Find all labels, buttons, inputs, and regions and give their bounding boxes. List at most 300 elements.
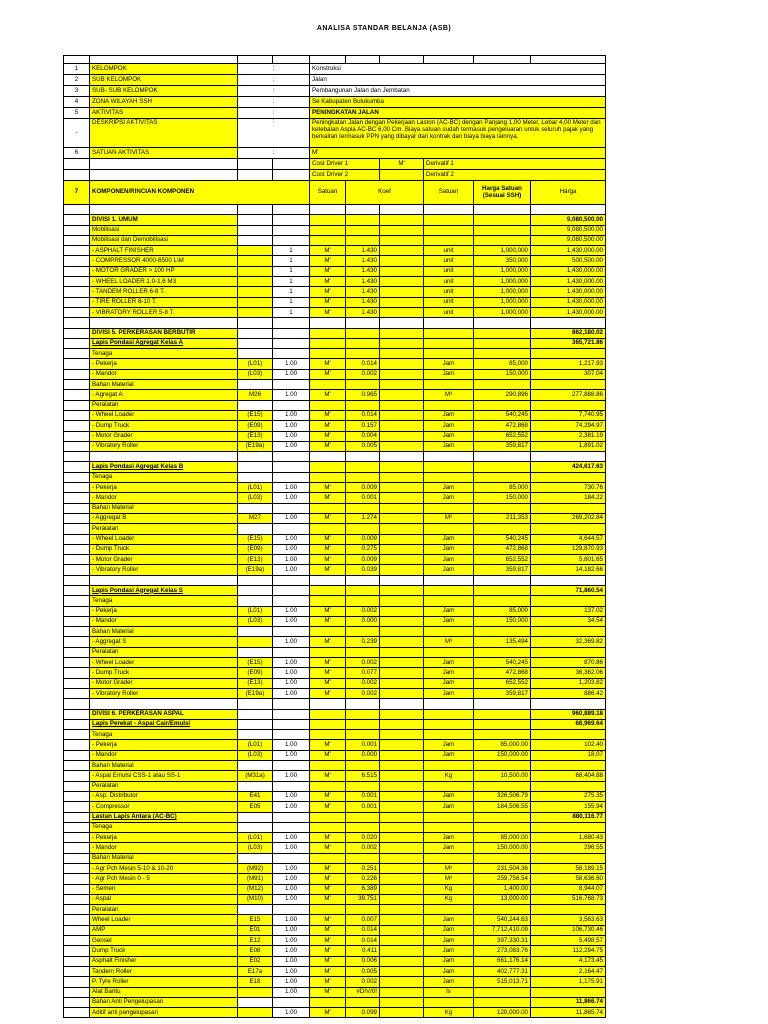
empty-cell bbox=[380, 678, 424, 688]
empty-cell bbox=[380, 853, 424, 863]
item-coefficient: 1.430 bbox=[346, 256, 380, 266]
empty-cell bbox=[380, 575, 424, 585]
section-row bbox=[64, 338, 606, 348]
item-code bbox=[238, 987, 273, 997]
row-number bbox=[64, 380, 90, 390]
empty-cell bbox=[346, 338, 380, 348]
item-price: 36,362.06 bbox=[531, 668, 606, 678]
item-unit-price: 1,000,000 bbox=[474, 246, 531, 256]
item-price: 5,498.57 bbox=[531, 936, 606, 946]
item-price: 3,563.63 bbox=[531, 915, 606, 925]
item-unit-price: 1,000,000 bbox=[474, 297, 531, 307]
item-unit-price: 273,083.76 bbox=[474, 946, 531, 956]
empty-cell bbox=[238, 215, 273, 225]
item-price: 307.04 bbox=[531, 369, 606, 379]
item-unit: M' bbox=[310, 390, 346, 400]
item-code: E08 bbox=[238, 946, 273, 956]
empty-cell bbox=[273, 585, 310, 595]
item-coefficient: 0.039 bbox=[346, 565, 380, 575]
item-row bbox=[64, 925, 606, 935]
item-unit: M' bbox=[310, 493, 346, 503]
item-coefficient: 0.002 bbox=[346, 606, 380, 616]
item-name: - Pekerja bbox=[90, 359, 238, 369]
item-coefficient: 0.009 bbox=[346, 555, 380, 565]
cost-driver-row bbox=[64, 159, 606, 170]
item-name: - Pekerja bbox=[90, 833, 238, 843]
item-price: 8,944.07 bbox=[531, 884, 606, 894]
empty-cell bbox=[380, 977, 424, 987]
empty-cell bbox=[238, 853, 273, 863]
item-row bbox=[64, 894, 606, 904]
item-row bbox=[64, 668, 606, 678]
empty-cell bbox=[273, 452, 310, 462]
category-row bbox=[64, 380, 606, 390]
item-name: - Pekerja bbox=[90, 740, 238, 750]
item-unit-2: M³ bbox=[424, 390, 474, 400]
empty-cell bbox=[238, 380, 273, 390]
item-volume: 1.00 bbox=[273, 637, 310, 647]
empty-cell bbox=[310, 349, 346, 359]
empty-cell bbox=[424, 503, 474, 513]
category-row bbox=[64, 349, 606, 359]
item-code: (L03) bbox=[238, 750, 273, 760]
empty-cell bbox=[380, 380, 424, 390]
category-label: Bahan Material bbox=[90, 503, 238, 513]
item-volume: 1.00 bbox=[273, 843, 310, 853]
section-row bbox=[64, 585, 606, 595]
empty-cell bbox=[238, 235, 273, 245]
item-price: 277,888.86 bbox=[531, 390, 606, 400]
item-name: P. Tyre Roller bbox=[90, 977, 238, 987]
item-name: - Pekerja bbox=[90, 606, 238, 616]
col-header-koef: Koef bbox=[346, 181, 424, 205]
item-coefficient: 1.430 bbox=[346, 246, 380, 256]
item-price: 155.94 bbox=[531, 802, 606, 812]
item-name: - MOTOR GRADER > 100 HP bbox=[90, 266, 238, 276]
item-unit: M' bbox=[310, 864, 346, 874]
empty-cell bbox=[424, 596, 474, 606]
empty-cell bbox=[474, 719, 531, 729]
item-name: - Dump Truck bbox=[90, 668, 238, 678]
section-total: 68,969.64 bbox=[531, 719, 606, 729]
empty-cell bbox=[310, 709, 346, 719]
item-code: (L01) bbox=[238, 740, 273, 750]
empty-cell bbox=[64, 575, 90, 585]
category-row bbox=[64, 647, 606, 657]
table-body bbox=[64, 56, 606, 1018]
empty-cell bbox=[346, 585, 380, 595]
item-coefficient: 0.251 bbox=[346, 864, 380, 874]
item-price: 2,164.47 bbox=[531, 966, 606, 976]
item-unit: M' bbox=[310, 966, 346, 976]
item-volume: 1.00 bbox=[273, 915, 310, 925]
empty-cell bbox=[380, 637, 424, 647]
item-unit: M' bbox=[310, 688, 346, 698]
empty-cell bbox=[346, 853, 380, 863]
item-code bbox=[238, 287, 273, 297]
empty-cell bbox=[380, 915, 424, 925]
category-label: Peralatan bbox=[90, 400, 238, 410]
separator: : bbox=[238, 108, 310, 119]
row-number bbox=[64, 946, 90, 956]
empty-cell bbox=[310, 452, 346, 462]
item-code: (E13) bbox=[238, 678, 273, 688]
item-code: (E19a) bbox=[238, 688, 273, 698]
item-volume: 1.00 bbox=[273, 750, 310, 760]
section-row bbox=[64, 225, 606, 235]
category-label: Tenaga bbox=[90, 730, 238, 740]
empty-cell bbox=[380, 874, 424, 884]
item-code bbox=[238, 1008, 273, 1018]
empty-cell bbox=[238, 997, 273, 1007]
item-unit-2: M³ bbox=[424, 864, 474, 874]
category-row bbox=[64, 822, 606, 832]
item-price: 730.76 bbox=[531, 483, 606, 493]
empty-cell bbox=[474, 318, 531, 328]
item-name: - Agr Pch Mesin 5-10 & 10-20 bbox=[90, 864, 238, 874]
empty-cell bbox=[346, 575, 380, 585]
item-price: 1,430,000.00 bbox=[531, 287, 606, 297]
section-row bbox=[64, 719, 606, 729]
item-price: 102.40 bbox=[531, 740, 606, 750]
cost-driver-unit bbox=[380, 170, 424, 181]
item-coefficient: 0.275 bbox=[346, 544, 380, 554]
item-row bbox=[64, 256, 606, 266]
empty-cell bbox=[310, 822, 346, 832]
section-total bbox=[531, 380, 606, 390]
empty-cell bbox=[380, 730, 424, 740]
item-name: - Agr Pch Mesin 0 - 5 bbox=[90, 874, 238, 884]
empty-cell bbox=[273, 853, 310, 863]
item-coefficient: 0.001 bbox=[346, 802, 380, 812]
empty-cell bbox=[424, 380, 474, 390]
item-price: 129,870.93 bbox=[531, 544, 606, 554]
category-label: Tenaga bbox=[90, 349, 238, 359]
empty-cell bbox=[273, 462, 310, 472]
item-price: 7,740.95 bbox=[531, 410, 606, 420]
item-price: 11,865.74 bbox=[531, 1008, 606, 1018]
category-row bbox=[64, 503, 606, 513]
item-unit-price: 85,000.00 bbox=[474, 833, 531, 843]
item-coefficient: #DIV/0! bbox=[346, 987, 380, 997]
empty-cell bbox=[346, 596, 380, 606]
empty-cell bbox=[310, 853, 346, 863]
item-volume: 1.00 bbox=[273, 771, 310, 781]
empty-cell bbox=[238, 462, 273, 472]
category-label: Bahan Material bbox=[90, 627, 238, 637]
empty-cell bbox=[238, 596, 273, 606]
empty-cell bbox=[346, 400, 380, 410]
item-row bbox=[64, 678, 606, 688]
item-code: (M91) bbox=[238, 874, 273, 884]
item-unit: M' bbox=[310, 894, 346, 904]
empty-cell bbox=[310, 585, 346, 595]
empty-cell bbox=[380, 400, 424, 410]
empty-cell bbox=[380, 524, 424, 534]
item-unit: M' bbox=[310, 925, 346, 935]
item-row bbox=[64, 431, 606, 441]
cost-driver-derivative: Derivatif 2 bbox=[424, 170, 606, 181]
item-name: - Pekerja bbox=[90, 483, 238, 493]
row-number bbox=[64, 513, 90, 523]
item-volume: 1.00 bbox=[273, 668, 310, 678]
empty-cell bbox=[273, 235, 310, 245]
item-volume: 1.00 bbox=[273, 369, 310, 379]
item-unit-2: Kg bbox=[424, 894, 474, 904]
empty-cell bbox=[474, 235, 531, 245]
item-price: 886.42 bbox=[531, 688, 606, 698]
item-code: (E13) bbox=[238, 555, 273, 565]
empty-cell bbox=[238, 905, 273, 915]
item-unit: M' bbox=[310, 256, 346, 266]
empty-cell bbox=[238, 585, 273, 595]
item-unit: M' bbox=[310, 513, 346, 523]
section-total bbox=[531, 853, 606, 863]
header-row-sub-kelompok bbox=[64, 75, 606, 86]
item-row bbox=[64, 390, 606, 400]
empty-cell bbox=[346, 719, 380, 729]
empty-cell bbox=[273, 328, 310, 338]
blank-row bbox=[64, 318, 606, 328]
row-number bbox=[64, 503, 90, 513]
row-number: 4 bbox=[64, 97, 90, 108]
empty-cell bbox=[380, 287, 424, 297]
empty-cell bbox=[310, 596, 346, 606]
row-number bbox=[64, 781, 90, 791]
item-unit: M' bbox=[310, 740, 346, 750]
item-coefficient: 0.411 bbox=[346, 946, 380, 956]
empty-cell bbox=[273, 215, 310, 225]
empty-cell bbox=[310, 380, 346, 390]
item-name: Gensel bbox=[90, 936, 238, 946]
item-unit-price bbox=[474, 987, 531, 997]
empty-cell bbox=[346, 503, 380, 513]
row-number bbox=[64, 596, 90, 606]
empty-cell bbox=[474, 400, 531, 410]
empty-cell bbox=[424, 585, 474, 595]
item-name: - Mandor bbox=[90, 843, 238, 853]
item-price: 1,430,000.00 bbox=[531, 277, 606, 287]
empty-cell bbox=[346, 380, 380, 390]
item-volume: 1.00 bbox=[273, 390, 310, 400]
item-unit-2: Jam bbox=[424, 925, 474, 935]
section-title: Lapis Perekat - Aspal Cair/Emulsi bbox=[90, 719, 238, 729]
item-unit: M' bbox=[310, 410, 346, 420]
item-code: (L01) bbox=[238, 833, 273, 843]
empty-cell bbox=[346, 761, 380, 771]
item-unit-2: Jam bbox=[424, 410, 474, 420]
empty-cell bbox=[474, 503, 531, 513]
empty-cell bbox=[346, 699, 380, 709]
row-number bbox=[64, 307, 90, 317]
item-code: (E09) bbox=[238, 668, 273, 678]
category-row bbox=[64, 400, 606, 410]
item-unit-2: Jam bbox=[424, 802, 474, 812]
item-unit-price: 1,400.00 bbox=[474, 884, 531, 894]
row-number bbox=[64, 616, 90, 626]
item-name: - Vibratory Roller bbox=[90, 441, 238, 451]
empty-cell bbox=[273, 503, 310, 513]
item-coefficient: 0.009 bbox=[346, 483, 380, 493]
item-code bbox=[238, 277, 273, 287]
empty-cell bbox=[474, 627, 531, 637]
empty-cell bbox=[424, 452, 474, 462]
item-row bbox=[64, 987, 606, 997]
category-row bbox=[64, 627, 606, 637]
item-price: 1,203.82 bbox=[531, 678, 606, 688]
item-name: Dump Truck bbox=[90, 946, 238, 956]
empty-cell bbox=[380, 616, 424, 626]
item-coefficient: 0.002 bbox=[346, 369, 380, 379]
item-coefficient: 0.002 bbox=[346, 678, 380, 688]
empty-cell bbox=[474, 225, 531, 235]
item-name: - Motor Grader bbox=[90, 555, 238, 565]
row-number bbox=[64, 843, 90, 853]
item-volume: 1.00 bbox=[273, 555, 310, 565]
item-coefficient: 6.515 bbox=[346, 771, 380, 781]
section-title: Lastan Lapis Antara (AC-BC) bbox=[90, 812, 238, 822]
empty-cell bbox=[424, 627, 474, 637]
item-code: (E09) bbox=[238, 421, 273, 431]
item-coefficient: 1.430 bbox=[346, 277, 380, 287]
item-volume: 1.00 bbox=[273, 606, 310, 616]
empty-cell bbox=[474, 205, 531, 215]
item-unit-2: Jam bbox=[424, 668, 474, 678]
row-number bbox=[64, 359, 90, 369]
empty-cell bbox=[310, 730, 346, 740]
section-title: Mobilisasi dan Demobilisasi bbox=[90, 235, 238, 245]
row-number bbox=[64, 287, 90, 297]
empty-cell bbox=[474, 575, 531, 585]
row-number bbox=[64, 678, 90, 688]
item-unit-price: 150,000.00 bbox=[474, 843, 531, 853]
empty-cell bbox=[380, 256, 424, 266]
row-number bbox=[64, 225, 90, 235]
item-volume: 1.00 bbox=[273, 678, 310, 688]
item-coefficient: 0.157 bbox=[346, 421, 380, 431]
item-coefficient: 0.014 bbox=[346, 936, 380, 946]
item-volume: 1.00 bbox=[273, 658, 310, 668]
row-number bbox=[64, 256, 90, 266]
item-unit-price: 211,353 bbox=[474, 513, 531, 523]
empty-cell bbox=[424, 812, 474, 822]
empty-cell bbox=[424, 997, 474, 1007]
row-number: 1 bbox=[64, 64, 90, 75]
empty-cell bbox=[64, 452, 90, 462]
field-label: DESKRIPSI AKTIVITAS bbox=[90, 119, 238, 148]
field-value: Jalan bbox=[310, 75, 606, 86]
empty-cell bbox=[273, 318, 310, 328]
empty-cell bbox=[380, 596, 424, 606]
item-row bbox=[64, 750, 606, 760]
item-name: - Dump Truck bbox=[90, 421, 238, 431]
item-volume: 1.00 bbox=[273, 359, 310, 369]
empty-cell bbox=[273, 627, 310, 637]
item-unit: M' bbox=[310, 750, 346, 760]
empty-cell bbox=[238, 318, 273, 328]
row-number bbox=[64, 719, 90, 729]
item-row bbox=[64, 297, 606, 307]
item-price: 1,430,000.00 bbox=[531, 266, 606, 276]
item-unit-2: Jam bbox=[424, 750, 474, 760]
row-number bbox=[64, 884, 90, 894]
empty-cell bbox=[310, 812, 346, 822]
empty-cell bbox=[273, 699, 310, 709]
empty-cell bbox=[380, 246, 424, 256]
item-unit: M' bbox=[310, 359, 346, 369]
item-unit-price: 1,000,000 bbox=[474, 287, 531, 297]
item-price: 5,801.65 bbox=[531, 555, 606, 565]
item-coefficient: 0.006 bbox=[346, 956, 380, 966]
item-unit-price: 540,245 bbox=[474, 658, 531, 668]
item-unit-2: Jam bbox=[424, 493, 474, 503]
row-number bbox=[64, 833, 90, 843]
section-total bbox=[531, 730, 606, 740]
empty-cell bbox=[310, 699, 346, 709]
item-unit: M' bbox=[310, 678, 346, 688]
item-volume: 1.00 bbox=[273, 802, 310, 812]
empty-cell bbox=[380, 555, 424, 565]
item-unit-2: unit bbox=[424, 287, 474, 297]
category-label: Tenaga bbox=[90, 822, 238, 832]
category-row bbox=[64, 472, 606, 482]
item-unit: M' bbox=[310, 277, 346, 287]
item-row bbox=[64, 565, 606, 575]
item-code: (E15) bbox=[238, 534, 273, 544]
row-number bbox=[64, 369, 90, 379]
item-volume: 1.00 bbox=[273, 936, 310, 946]
empty-cell bbox=[238, 709, 273, 719]
item-name: - VIBRATORY ROLLER 5-8 T. bbox=[90, 307, 238, 317]
category-row bbox=[64, 781, 606, 791]
empty-cell bbox=[380, 864, 424, 874]
item-row bbox=[64, 936, 606, 946]
empty-cell bbox=[238, 349, 273, 359]
col-header-satuan-2: Satuan bbox=[424, 181, 474, 205]
item-unit-2: Jam bbox=[424, 369, 474, 379]
item-coefficient: 0.000 bbox=[346, 616, 380, 626]
item-code: E02 bbox=[238, 956, 273, 966]
row-number bbox=[64, 215, 90, 225]
item-unit-price: 540,245 bbox=[474, 410, 531, 420]
item-unit-2: Kg bbox=[424, 1008, 474, 1018]
item-row bbox=[64, 410, 606, 420]
row-number bbox=[64, 441, 90, 451]
item-row bbox=[64, 802, 606, 812]
empty-cell bbox=[238, 822, 273, 832]
section-total: 365,721.86 bbox=[531, 338, 606, 348]
empty-cell bbox=[380, 750, 424, 760]
row-number bbox=[64, 668, 90, 678]
row-number bbox=[64, 894, 90, 904]
empty-cell bbox=[474, 215, 531, 225]
empty-cell bbox=[380, 833, 424, 843]
item-volume: 1 bbox=[273, 287, 310, 297]
item-row bbox=[64, 956, 606, 966]
empty-cell bbox=[380, 338, 424, 348]
separator: : bbox=[238, 119, 310, 148]
item-volume: 1.00 bbox=[273, 544, 310, 554]
item-unit-2: Jam bbox=[424, 833, 474, 843]
item-coefficient: 0.000 bbox=[346, 750, 380, 760]
empty-cell bbox=[273, 400, 310, 410]
item-price: 106,730.46 bbox=[531, 925, 606, 935]
item-code: (M31a) bbox=[238, 771, 273, 781]
item-row bbox=[64, 441, 606, 451]
item-coefficient: 0.226 bbox=[346, 874, 380, 884]
item-price: 112,294.75 bbox=[531, 946, 606, 956]
empty-cell bbox=[380, 483, 424, 493]
